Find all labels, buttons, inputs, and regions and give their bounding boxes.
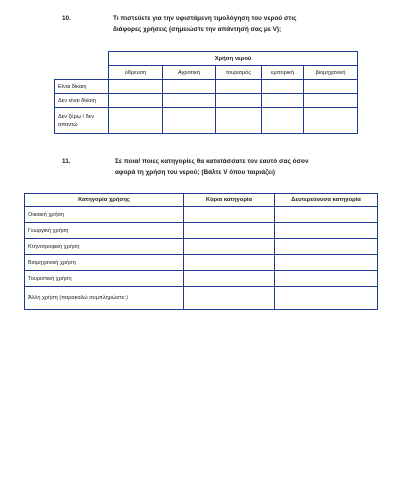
answer-cell[interactable] bbox=[184, 223, 275, 239]
row-label-industrial: Βιομηχανική χρήση bbox=[25, 255, 184, 271]
answer-cell[interactable] bbox=[262, 108, 304, 134]
table-row bbox=[25, 255, 378, 271]
answer-cell[interactable] bbox=[109, 108, 163, 134]
answer-cell[interactable] bbox=[216, 108, 262, 134]
answer-cell[interactable] bbox=[304, 94, 358, 108]
column-header-agricultural: Αγροτική bbox=[163, 66, 216, 80]
answer-cell[interactable] bbox=[304, 80, 358, 94]
answer-cell[interactable] bbox=[184, 239, 275, 255]
question-11-number: 11. bbox=[62, 158, 71, 165]
answer-cell[interactable] bbox=[216, 94, 262, 108]
table-row bbox=[25, 223, 378, 239]
column-header-main-category: Κύρια κατηγορία bbox=[184, 194, 275, 207]
answer-cell[interactable] bbox=[275, 271, 378, 287]
column-header-water-supply: ύδρευση bbox=[109, 66, 163, 80]
column-header-usage-category: Κατηγορία χρήσης bbox=[25, 194, 184, 207]
answer-cell[interactable] bbox=[275, 255, 378, 271]
usage-category-table bbox=[24, 193, 378, 310]
water-pricing-table bbox=[54, 51, 358, 134]
question-10-text-line2: διάφορες χρήσεις (σημειώστε την απάντησή σας με V); bbox=[113, 26, 282, 33]
row-label-domestic: Οικιακή χρήση bbox=[25, 207, 184, 223]
table-row bbox=[25, 207, 378, 223]
table-row bbox=[55, 80, 358, 94]
answer-cell[interactable] bbox=[275, 287, 378, 310]
row-label-fair: Είναι δίκαιη bbox=[55, 80, 109, 94]
answer-cell[interactable] bbox=[184, 271, 275, 287]
column-header-tourism: τουρισμός bbox=[216, 66, 262, 80]
answer-cell[interactable] bbox=[275, 223, 378, 239]
question-11 bbox=[62, 157, 372, 179]
column-header-industrial: βιομηχανική bbox=[304, 66, 358, 80]
table-row bbox=[55, 108, 358, 134]
answer-cell[interactable] bbox=[184, 207, 275, 223]
answer-cell[interactable] bbox=[163, 80, 216, 94]
question-10-number: 10. bbox=[62, 15, 71, 22]
answer-cell[interactable] bbox=[184, 287, 275, 310]
table-row bbox=[55, 94, 358, 108]
answer-cell[interactable] bbox=[163, 94, 216, 108]
table1-group-header: Χρήση νερού bbox=[109, 52, 358, 66]
row-label-livestock: Κτηνοτροφική χρήση bbox=[25, 239, 184, 255]
answer-cell[interactable] bbox=[275, 239, 378, 255]
row-label-dont-know: Δεν ξέρω / δεν απαντώ bbox=[55, 108, 109, 134]
table-row bbox=[25, 239, 378, 255]
row-label-other: Άλλη χρήση (παρακαλώ συμπληρώστε:) bbox=[25, 287, 184, 310]
answer-cell[interactable] bbox=[163, 108, 216, 134]
table1-corner-sub bbox=[55, 66, 109, 80]
answer-cell[interactable] bbox=[184, 255, 275, 271]
answer-cell[interactable] bbox=[262, 94, 304, 108]
table-row bbox=[25, 287, 378, 310]
table-row bbox=[25, 271, 378, 287]
answer-cell[interactable] bbox=[109, 80, 163, 94]
row-label-tourism: Τουριστική χρήση bbox=[25, 271, 184, 287]
question-11-text-line2: αφορά τη χρήση του νερού; (Βάλτε V όπου ταιριάζει) bbox=[115, 169, 275, 176]
row-label-agricultural: Γεωργική χρήση bbox=[25, 223, 184, 239]
question-10-text-line1: Τι πιστεύετε για την υφιστάμενη τιμολόγηση του νερού στις bbox=[113, 15, 297, 22]
answer-cell[interactable] bbox=[275, 207, 378, 223]
column-header-commercial: εμπορική bbox=[262, 66, 304, 80]
answer-cell[interactable] bbox=[216, 80, 262, 94]
row-label-not-fair: Δεν είναι δίκαιη bbox=[55, 94, 109, 108]
column-header-secondary-category: Δευτερεύουσα κατηγορία bbox=[275, 194, 378, 207]
answer-cell[interactable] bbox=[304, 108, 358, 134]
question-10 bbox=[62, 14, 372, 36]
answer-cell[interactable] bbox=[262, 80, 304, 94]
table1-corner bbox=[55, 52, 109, 66]
question-11-text-line1: Σε ποια/ ποιες κατηγορίες θα κατατάσσατε τον εαυτό σας όσον bbox=[115, 158, 309, 165]
answer-cell[interactable] bbox=[109, 94, 163, 108]
